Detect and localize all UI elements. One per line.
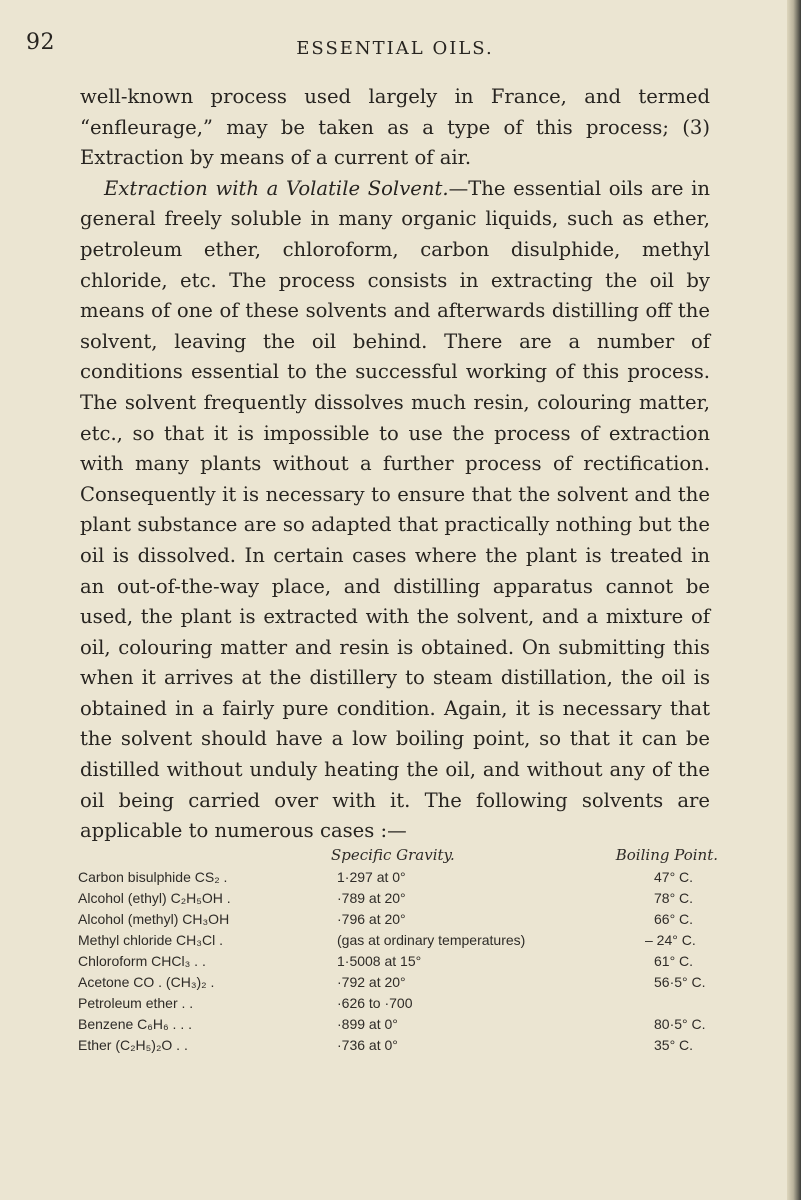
solvent-name: Methyl chloride CH₃Cl .	[78, 932, 223, 948]
section-heading: Extraction with a Volatile Solvent.	[104, 176, 449, 200]
table-row	[78, 890, 718, 911]
specific-gravity: ·899 at 0°	[337, 1016, 398, 1032]
header-boiling-point: Boiling Point.	[615, 846, 718, 864]
solvent-name: Ether (C₂H₅)₂O . .	[78, 1037, 188, 1053]
solvent-name: Alcohol (methyl) CH₃OH	[78, 911, 230, 927]
table-row	[78, 932, 718, 953]
solvent-name: Acetone CO . (CH₃)₂ .	[78, 974, 215, 990]
body-text	[80, 82, 710, 847]
boiling-point: 61° C.	[654, 953, 694, 969]
solvent-name: Petroleum ether . .	[78, 995, 194, 1011]
specific-gravity: ·736 at 0°	[337, 1037, 398, 1053]
boiling-point: – 24° C.	[645, 932, 696, 948]
solvents-table	[78, 846, 718, 1058]
page-number: 92	[26, 30, 55, 55]
solvent-name: Alcohol (ethyl) C₂H₅OH .	[78, 890, 231, 906]
specific-gravity: 1·297 at 0°	[337, 869, 406, 885]
table-row	[78, 1037, 718, 1058]
boiling-point: 47° C.	[654, 869, 694, 885]
table-row	[78, 953, 718, 974]
table-row	[78, 974, 718, 995]
solvent-name: Carbon bisulphide CS₂ .	[78, 869, 228, 885]
solvent-name: Chloroform CHCl₃ . .	[78, 953, 206, 969]
specific-gravity: (gas at ordinary temperatures)	[337, 932, 526, 948]
specific-gravity: ·792 at 20°	[337, 974, 406, 990]
boiling-point: 35° C.	[654, 1037, 694, 1053]
boiling-point: 66° C.	[654, 911, 694, 927]
header-specific-gravity: Specific Gravity.	[331, 846, 455, 864]
solvent-name: Benzene C₆H₆ . . .	[78, 1016, 193, 1032]
paragraph-1: well-known process used largely in France, and termed “enfleurage,” may be taken as a type of this process; (3) Extraction by means of a current of air.	[80, 85, 710, 170]
specific-gravity: ·789 at 20°	[337, 890, 406, 906]
boiling-point: 56·5° C.	[654, 974, 706, 990]
boiling-point: 80·5° C.	[654, 1016, 706, 1032]
specific-gravity: 1·5008 at 15°	[337, 953, 422, 969]
boiling-point: 78° C.	[654, 890, 694, 906]
running-head: ESSENTIAL OILS.	[296, 38, 494, 59]
page-edge-shadow	[787, 0, 801, 1200]
table-row	[78, 995, 718, 1016]
specific-gravity: ·796 at 20°	[337, 911, 406, 927]
table-row	[78, 869, 718, 890]
table-header	[78, 846, 718, 869]
paragraph-2-text: —The essential oils are in general freely soluble in many organic liquids, such as ether, petroleum ether, chloroform, carbon disulphide, methyl chloride, etc. The process consists in extracting the oil by means of one of these solvents and afterwards distilling off the solvent, leaving the oil behind. There are a number of conditions essential to the successful working of this process. The solvent frequently dissolves much resin, colouring matter, etc., so that it is impossible to use the process of extraction with many plants without a further process of rectification. Consequently it is necessary to ensure that the solvent and the plant substance are so adapted that practically nothing but the oil is dissolved. In certain cases where the plant is treated in an out-of-the-way place, and distilling apparatus cannot be used, the plant is extracted with the solvent, and a mixture of oil, colouring matter and resin is obtained. On submitting this when it arrives at the distillery to steam distillation, the oil is obtained in a fairly pure condition. Again, it is necessary that the solvent should have a low boiling point, so that it can be distilled without unduly heating the oil, and without any of the oil being carried over with it. The following solvents are applicable to numerous cases :—	[80, 176, 710, 843]
table-row	[78, 1016, 718, 1037]
paragraph-2	[80, 174, 710, 847]
specific-gravity: ·626 to ·700	[337, 995, 413, 1011]
table-row	[78, 911, 718, 932]
